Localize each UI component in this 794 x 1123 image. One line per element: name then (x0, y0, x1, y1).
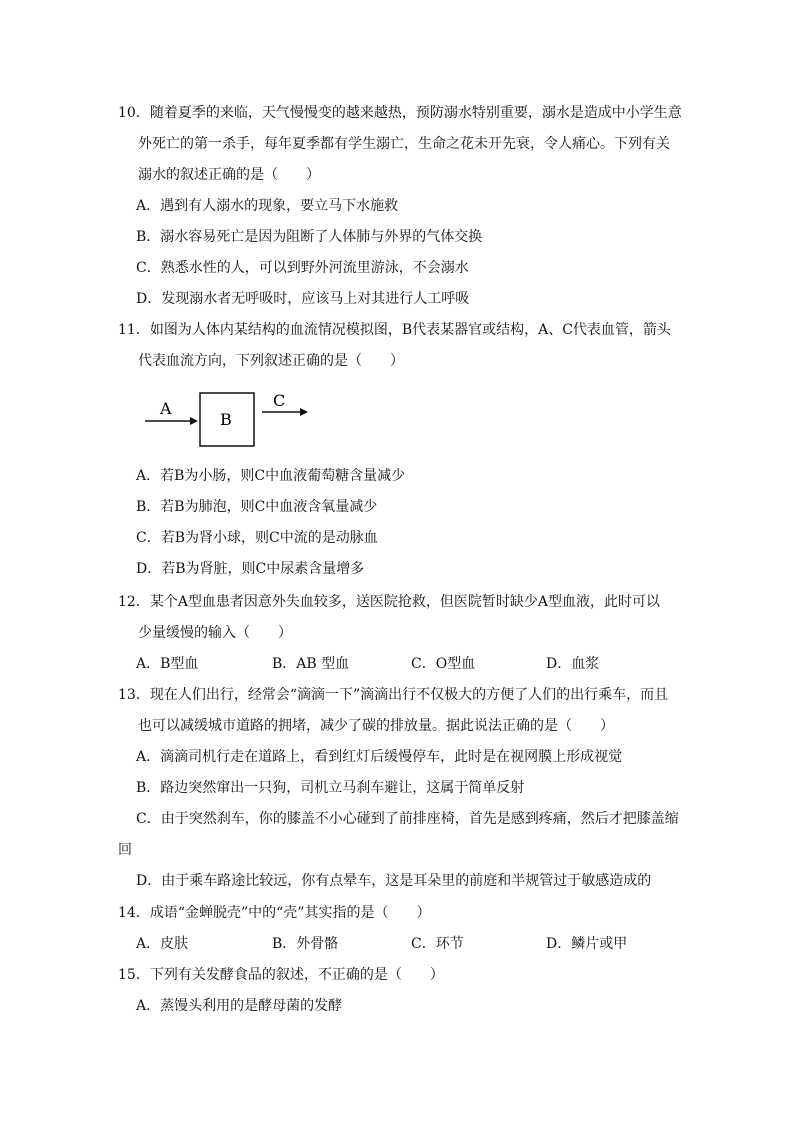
q10-option-b: B．溺水容易死亡是因为阻断了人体肺与外界的气体交换 (136, 229, 483, 245)
q10-stem-line-2: 外死亡的第一杀手，每年夏季都有学生溺亡，生命之花未开先衰，令人痛心。下列有关 (138, 136, 670, 152)
q15-option-a: A．蒸馒头利用的是酵母菌的发酵 (136, 998, 343, 1014)
q13-stem-line-2: 也可以减缓城市道路的拥堵，减少了碳的排放量。据此说法正确的是（ ） (138, 718, 614, 734)
q10-option-c: C．熟悉水性的人，可以到野外河流里游泳，不会溺水 (136, 260, 469, 276)
q10-option-d: D．发现溺水者无呼吸时，应该马上对其进行人工呼吸 (136, 291, 470, 307)
q12-option-d: D．血浆 (546, 656, 600, 672)
q13-option-c-wrap: 回 (118, 842, 132, 858)
label-b: B (220, 410, 232, 429)
q11-option-d: D．若B为肾脏，则C中尿素含量增多 (136, 561, 365, 577)
q11-option-a: A．若B为小肠，则C中血液葡萄糖含量减少 (136, 468, 406, 484)
q10-stem-line-1: 10．随着夏季的来临，天气慢慢变的越来越热，预防溺水特别重要，溺水是造成中小学生意 (118, 105, 682, 121)
q13-option-a: A．滴滴司机行走在道路上，看到红灯后缓慢停车，此时是在视网膜上形成视觉 (136, 749, 623, 765)
q14-option-b: B．外骨骼 (272, 936, 339, 952)
q13-stem-line-1: 13．现在人们出行，经常会“滴滴一下”滴滴出行不仅极大的方便了人们的出行乘车，而且 (118, 687, 669, 703)
q12-stem-line-2: 少量缓慢的输入（ ） (138, 625, 292, 641)
q14-option-d: D．鳞片或甲 (546, 936, 628, 952)
q14-stem: 14．成语“金蝉脱壳”中的“壳”其实指的是（ ） (118, 905, 431, 921)
label-a: A (160, 399, 172, 418)
q13-option-d: D．由于乘车路途比较远，你有点晕车，这是耳朵里的前庭和半规管过于敏感造成的 (136, 873, 652, 889)
q11-option-c: C．若B为肾小球，则C中流的是动脉血 (136, 530, 378, 546)
q12-option-b: B．AB 型血 (272, 656, 350, 672)
q10-stem-line-3: 溺水的叙述正确的是（ ） (138, 167, 320, 183)
arrow-a-head (190, 417, 198, 425)
q11-option-b: B．若B为肺泡，则C中血液含氧量减少 (136, 499, 378, 515)
q12-options-row (0, 655, 794, 673)
q12-stem-line-1: 12．某个A型血患者因意外失血较多，送医院抢救，但医院暂时缺少A型血液，此时可以 (118, 594, 661, 610)
q11-stem-line-1: 11．如图为人体内某结构的血流情况模拟图，B代表某器官或结构，A、C代表血管，箭头 (118, 322, 671, 338)
q13-option-c: C．由于突然刹车，你的膝盖不小心碰到了前排座椅，首先是感到疼痛，然后才把膝盖缩 (136, 811, 679, 827)
q14-option-a: A．皮肤 (136, 936, 189, 952)
q15-stem: 15．下列有关发酵食品的叙述，不正确的是（ ） (118, 967, 444, 983)
blood-flow-diagram (140, 388, 320, 450)
q14-option-c: C．环节 (411, 936, 464, 952)
q14-options-row (0, 935, 794, 953)
label-c: C (273, 391, 286, 410)
q10-option-a: A．遇到有人溺水的现象，要立马下水施救 (136, 198, 399, 214)
q12-option-c: C．O型血 (411, 656, 476, 672)
arrow-c-head (300, 408, 308, 416)
q11-stem-line-2: 代表血流方向，下列叙述正确的是（ ） (138, 353, 404, 369)
q12-option-a: A．B型血 (136, 656, 199, 672)
q13-option-b: B．路边突然窜出一只狗，司机立马刹车避让，这属于简单反射 (136, 780, 525, 796)
